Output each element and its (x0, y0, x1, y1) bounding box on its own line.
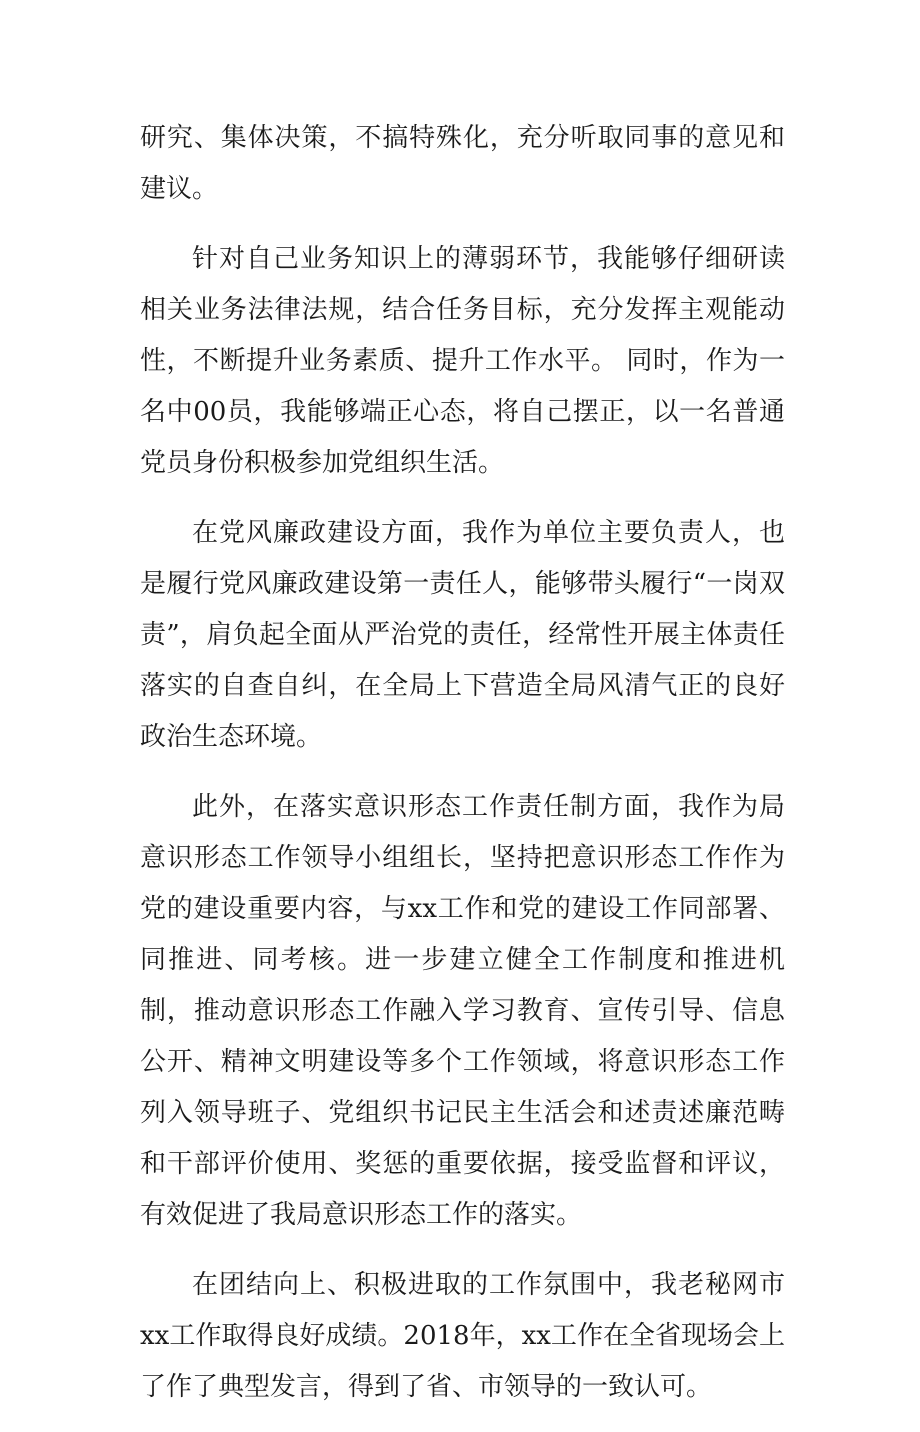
paragraph-business-knowledge: 针对自己业务知识上的薄弱环节，我能够仔细研读相关业务法律法规，结合任务目标，充分发挥主观能动性，不断提升业务素质、提升工作水平。 同时，作为一名中00员，我能够端正心态，将自己摆正，以一名普通党员身份积极参加党组织生活。 (140, 244, 785, 478)
paragraph-ideology-work: 此外，在落实意识形态工作责任制方面，我作为局意识形态工作领导小组组长，坚持把意识形态工作作为党的建设重要内容，与xx工作和党的建设工作同部署、同推进、同考核。进一步建立健全工作制度和推进机制，推动意识形态工作融入学习教育、宣传引导、信息公开、精神文明建设等多个工作领域，将意识形态工作列入领导班子、党组织书记民主生活会和述责述廉范畴和干部评价使用、奖惩的重要依据，接受监督和评议，有效促进了我局意识形态工作的落实。 (140, 792, 785, 1230)
paragraph-continuation: 研究、集体决策，不搞特殊化，充分听取同事的意见和建议。 (140, 123, 785, 204)
paragraph-party-integrity: 在党风廉政建设方面，我作为单位主要负责人，也是履行党风廉政建设第一责任人，能够带头履行“一岗双责”，肩负起全面从严治党的责任，经常性开展主体责任落实的自查自纠，在全局上下营造全局风清气正的良好政治生态环境。 (140, 518, 785, 752)
document-body (140, 113, 785, 1432)
paragraph-achievements: 在团结向上、积极进取的工作氛围中，我老秘网市xx工作取得良好成绩。2018年，xx工作在全省现场会上了作了典型发言，得到了省、市领导的一致认可。 (140, 1270, 785, 1402)
